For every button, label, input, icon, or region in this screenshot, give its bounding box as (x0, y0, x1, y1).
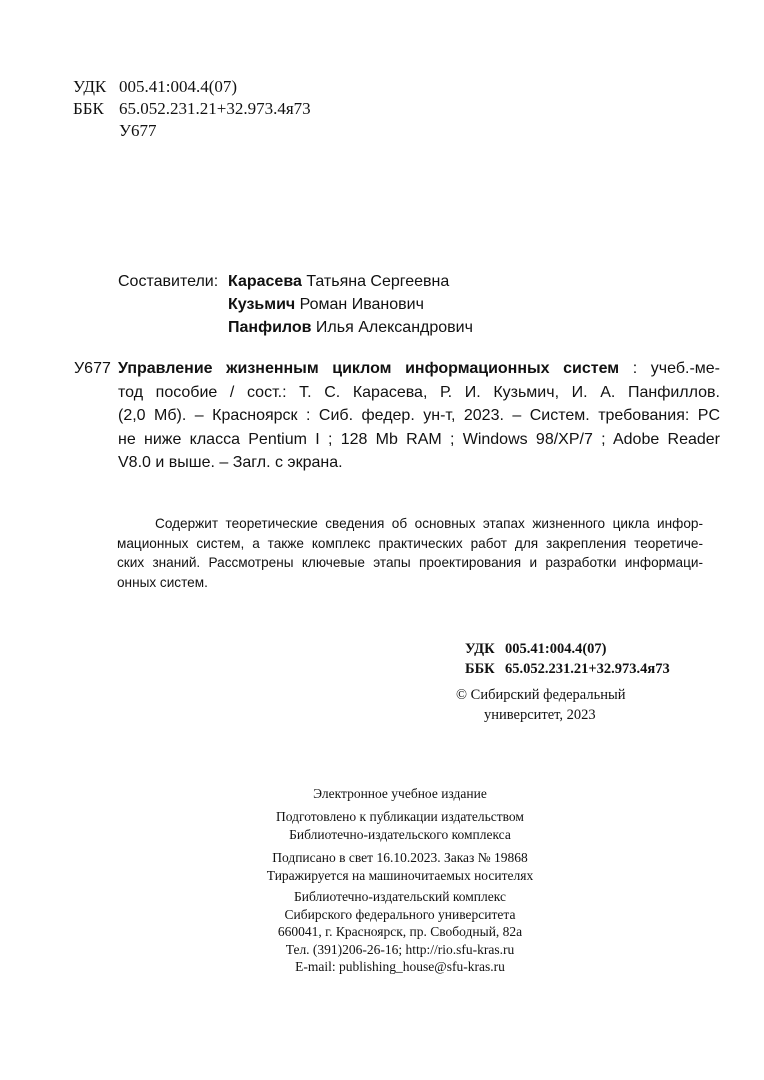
publisher-block (190, 888, 610, 976)
compiler-given-name: Татьяна Сергеевна (306, 273, 450, 290)
prepared-by (190, 808, 610, 843)
book-title: Управление жизненным циклом информационных систем (118, 360, 620, 377)
compiler-surname: Панфилов (228, 319, 312, 336)
abstract-line: Содержит теоретические сведения об основных этапах жизненного цикла инфор- (155, 516, 703, 531)
publisher-line: Библиотечно-издательский комплекс (294, 889, 506, 904)
bbk-bottom (465, 659, 670, 679)
biblio-line: (2,0 Мб). – Красноярск : Сиб. федер. ун-т, 2023. – Систем. требования: PC (118, 407, 720, 424)
copyright-line-2: университет, 2023 (484, 707, 596, 723)
bbk-label: ББК (465, 661, 495, 677)
compiler-given-name: Илья Александрович (315, 319, 473, 336)
udk-label: УДК (73, 77, 107, 96)
udk-bottom (465, 639, 607, 659)
copyright-line-1: © Сибирский федеральный (456, 687, 626, 703)
abstract-line: мационных систем, а также комплекс практических работ для закрепления теоретиче- (117, 535, 703, 551)
author-mark-top: У677 (119, 121, 157, 140)
biblio-line: не ниже класса Pentium I ; 128 Mb RAM ; Windows 98/XP/7 ; Adobe Reader (118, 430, 720, 448)
signed-date: Подписано в свет 16.10.2023. Заказ № 19868 (272, 850, 528, 865)
udk-value: 005.41:004.4(07) (505, 641, 607, 657)
abstract-line: ских знаний. Рассмотрены ключевые этапы проектирования и разработки информаци- (117, 555, 703, 570)
prepared-line: Подготовлено к публикации издательством (276, 809, 524, 824)
publisher-email: E-mail: publishing_house@sfu-kras.ru (295, 959, 505, 974)
compiler-surname: Карасева (228, 273, 302, 290)
biblio-author-mark: У677 (74, 360, 111, 377)
publisher-address: 660041, г. Красноярск, пр. Свободный, 82а (277, 924, 523, 939)
compiler-row (228, 316, 473, 339)
edition-type: Электронное учебное издание (313, 786, 487, 801)
biblio-line: тод пособие / сост.: Т. С. Карасева, Р. И. Кузьмич, И. А. Панфиллов. (118, 383, 720, 401)
replication-note: Тиражируется на машиночитаемых носителях (266, 867, 534, 883)
publisher-line: Сибирского федерального университета (284, 906, 516, 922)
compiler-given-name: Роман Иванович (299, 296, 424, 313)
compiler-surname: Кузьмич (228, 296, 296, 313)
udk-top (73, 76, 237, 98)
udk-value: 005.41:004.4(07) (119, 77, 238, 96)
prepared-line: Библиотечно-издательского комплекса (289, 826, 511, 842)
biblio-line: V8.0 и выше. – Загл. с экрана. (118, 454, 343, 471)
biblio-line-rest: : учеб.-ме- (619, 360, 721, 377)
abstract-line: онных систем. (117, 574, 208, 590)
compiler-row (228, 293, 473, 316)
bbk-value: 65.052.231.21+32.973.4я73 (119, 99, 311, 118)
bbk-label: ББК (73, 99, 104, 118)
bbk-top (73, 98, 311, 120)
compiler-row (228, 270, 473, 293)
compilers-label: Составители: (118, 273, 219, 290)
bbk-value: 65.052.231.21+32.973.4я73 (505, 661, 670, 677)
compilers-list (228, 270, 473, 339)
udk-label: УДК (465, 641, 495, 657)
abstract (117, 514, 703, 592)
publisher-phone: Тел. (391)206-26-16; http://rio.sfu-kras.ru (285, 941, 515, 957)
bibliographic-description (118, 357, 720, 475)
biblio-line (118, 357, 720, 381)
publication-info (190, 849, 610, 884)
